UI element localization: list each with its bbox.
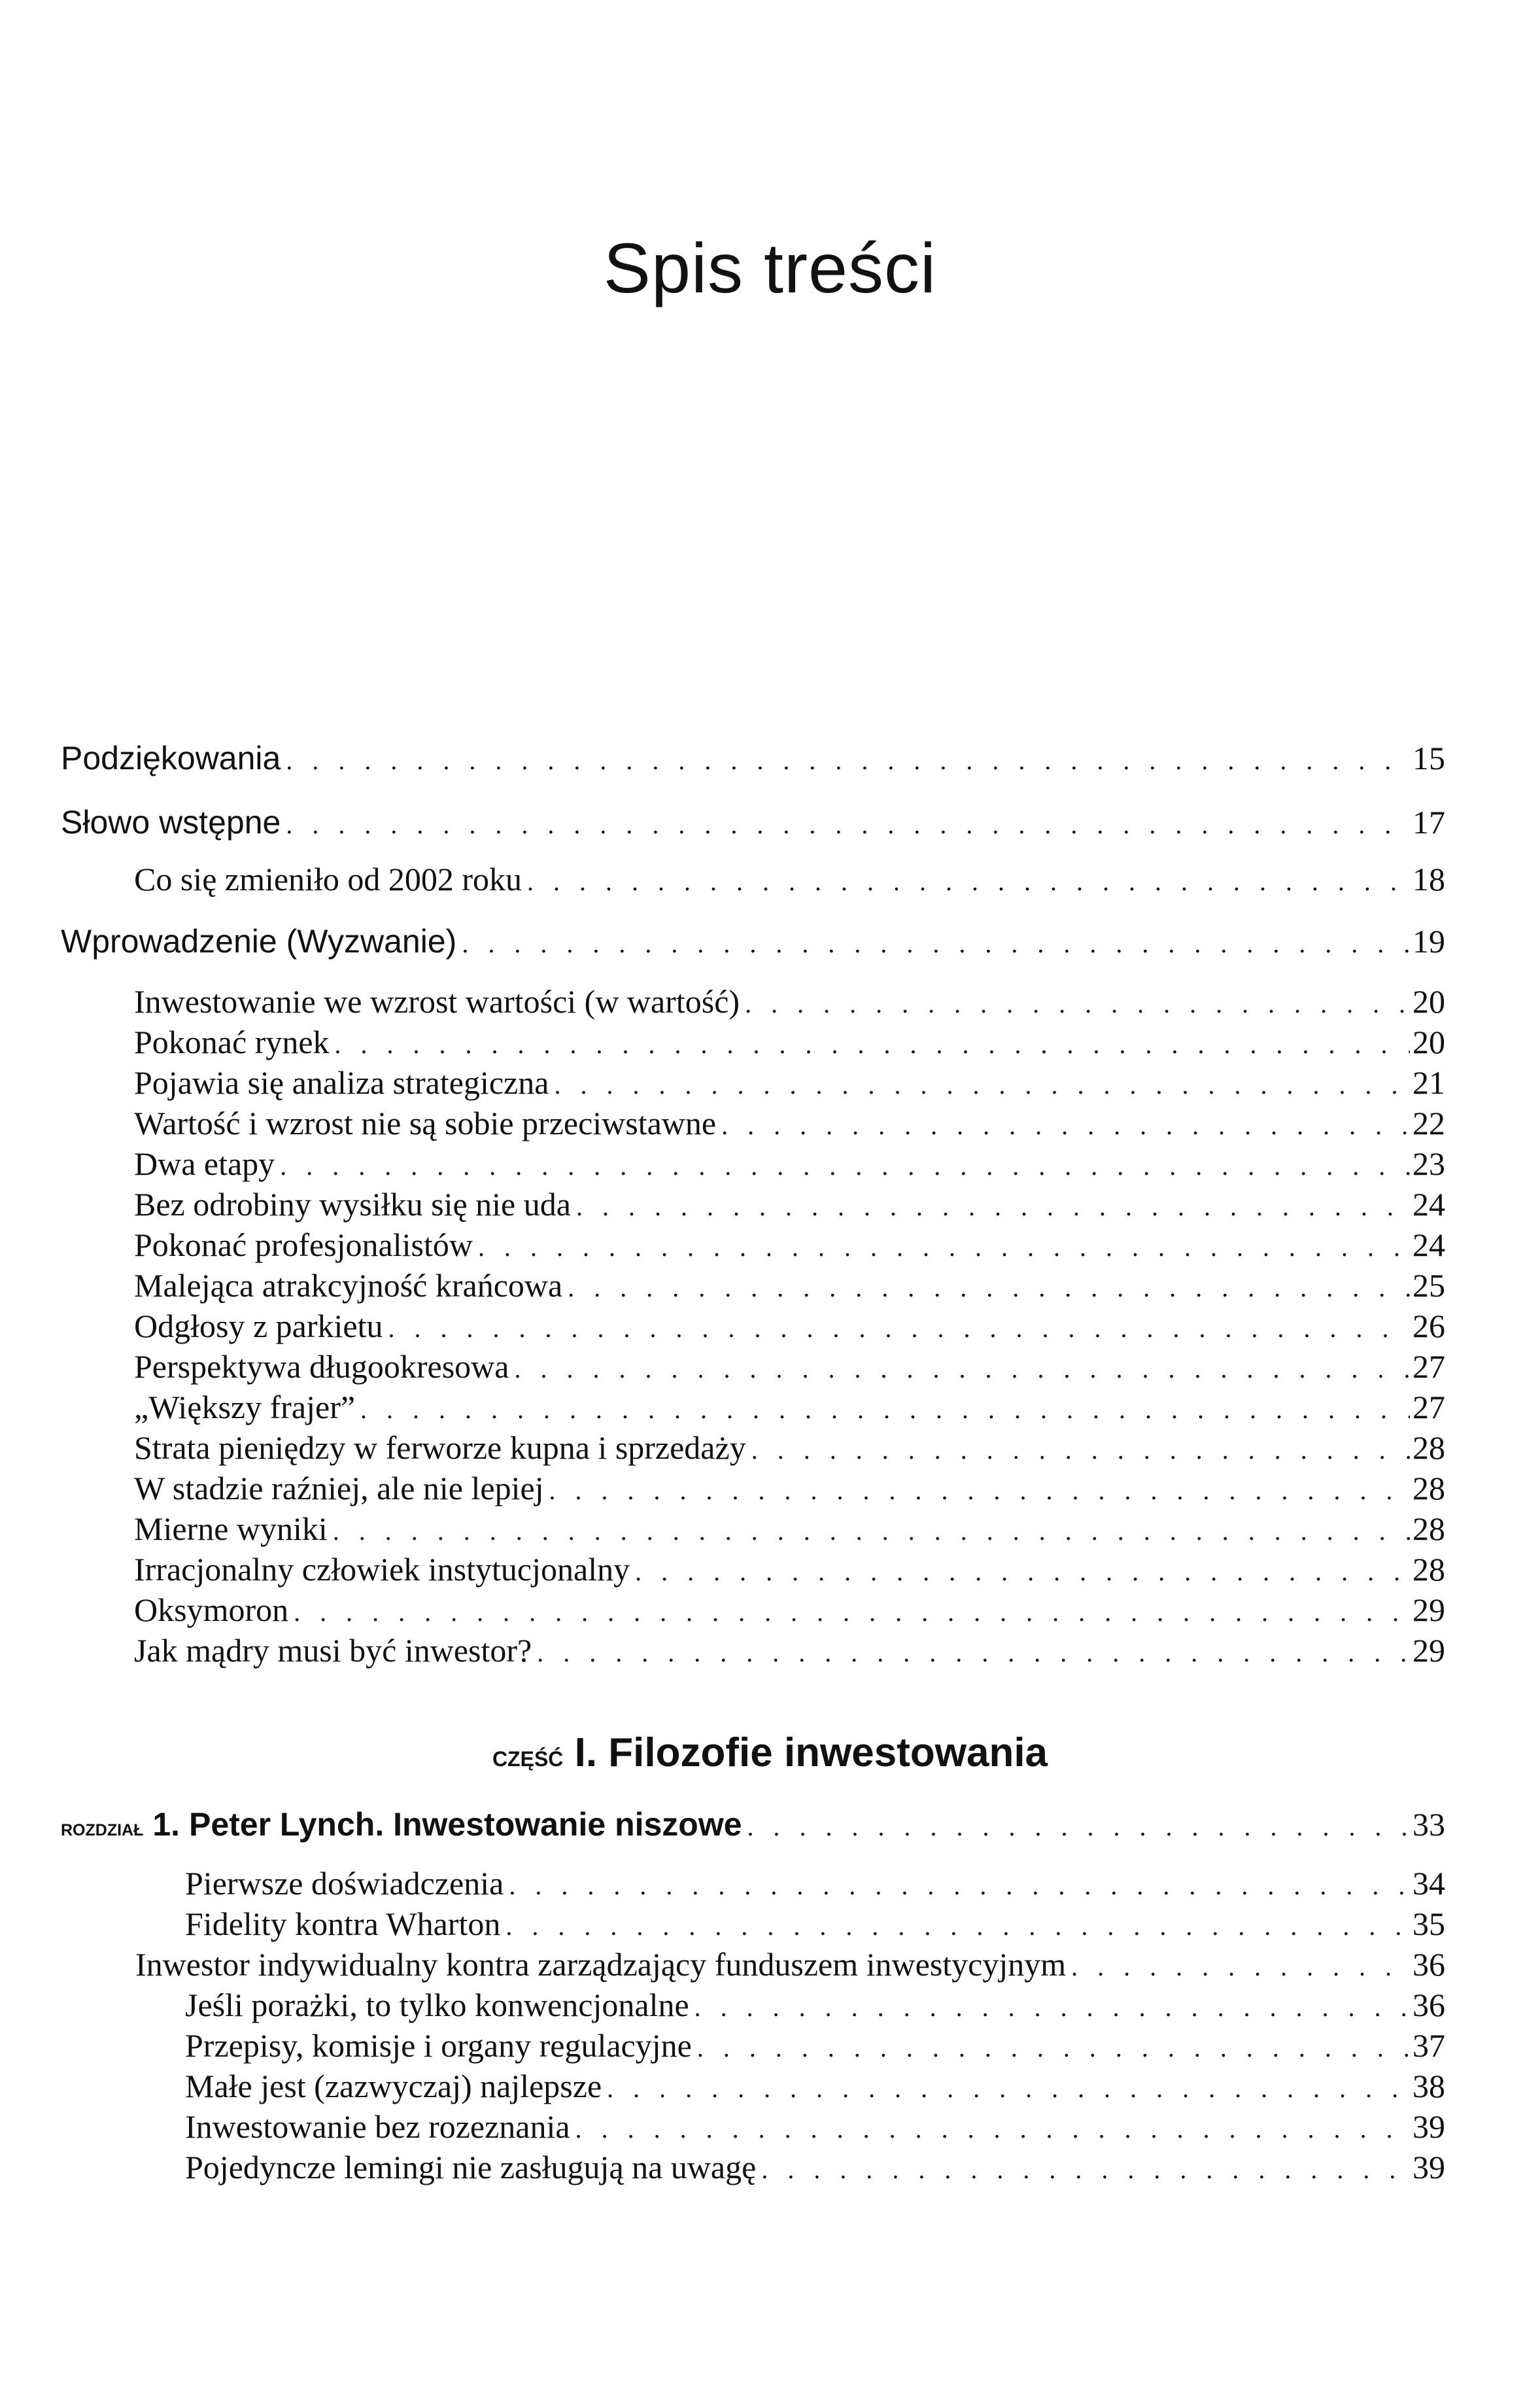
dot-leader	[697, 2032, 1410, 2063]
toc-entry-label: Perspektywa długookresowa	[134, 1348, 509, 1385]
toc-entry-acknowledgements[interactable]	[61, 739, 1445, 777]
dot-leader	[537, 1637, 1410, 1668]
dot-leader	[360, 1394, 1410, 1425]
dot-leader	[1071, 1951, 1410, 1982]
toc-page-number: 17	[1412, 804, 1445, 841]
toc-page-number: 29	[1412, 1592, 1445, 1628]
dot-leader	[721, 1110, 1410, 1141]
dot-leader	[575, 2113, 1410, 2144]
dot-leader	[576, 1191, 1410, 1222]
toc-page-number: 26	[1412, 1308, 1445, 1344]
dot-leader	[333, 1516, 1410, 1546]
toc-subentry[interactable]	[134, 860, 1445, 898]
dot-leader	[747, 1811, 1410, 1842]
toc-entry-label: Malejąca atrakcyjność krańcowa	[134, 1267, 563, 1304]
dot-leader	[505, 1911, 1410, 1941]
page-title: Spis treści	[603, 228, 937, 307]
toc-entry-label: Inwestor indywidualny kontra zarządzający funduszem inwestycyjnym	[135, 1946, 1067, 1983]
toc-page-number: 27	[1412, 1348, 1445, 1385]
toc-subentry[interactable]	[185, 1986, 1445, 2024]
dot-leader	[280, 1151, 1410, 1181]
toc-entry-label: Dwa etapy	[134, 1145, 275, 1182]
toc-entry-label: Jak mądry musi być inwestor?	[134, 1632, 532, 1669]
toc-page-number: 21	[1412, 1064, 1445, 1101]
part-title: I. Filozofie inwestowania	[574, 1730, 1048, 1775]
toc-subentry[interactable]	[134, 1469, 1445, 1507]
toc-entry-label: Pierwsze doświadczenia	[185, 1865, 504, 1902]
toc-page-number: 35	[1412, 1905, 1445, 1942]
toc-subentry[interactable]	[134, 1266, 1445, 1304]
toc-page-number: 18	[1412, 861, 1445, 897]
toc-page-number: 20	[1412, 983, 1445, 1020]
toc-subentry[interactable]	[185, 2067, 1445, 2105]
toc-entry-label: Pokonać profesjonalistów	[134, 1226, 473, 1263]
toc-subentry[interactable]	[185, 1864, 1445, 1902]
dot-leader	[568, 1272, 1410, 1303]
toc-subentry[interactable]	[185, 1905, 1445, 1943]
toc-subentry[interactable]	[134, 1104, 1445, 1142]
toc-entry-label: Strata pieniędzy w ferworze kupna i sprzedaży	[134, 1429, 746, 1466]
toc-entry-label: Pojedyncze lemingi nie zasługują na uwagę	[185, 2149, 757, 2185]
toc-page-number: 19	[1412, 923, 1445, 960]
toc-entry-label: Irracjonalny człowiek instytucjonalny	[134, 1551, 630, 1588]
toc-page-number: 33	[1412, 1806, 1445, 1843]
dot-leader	[751, 1435, 1410, 1465]
toc-subentry[interactable]	[185, 2108, 1445, 2146]
dot-leader	[515, 1353, 1411, 1384]
toc-page-number: 28	[1412, 1510, 1445, 1547]
toc-subentry[interactable]	[134, 1307, 1445, 1345]
dot-leader	[478, 1232, 1410, 1262]
dot-leader	[388, 1313, 1410, 1344]
toc-subentry[interactable]	[134, 1145, 1445, 1183]
toc-subentry[interactable]	[185, 2026, 1445, 2064]
toc-subentry[interactable]	[134, 1185, 1445, 1223]
toc-page-number: 37	[1412, 2027, 1445, 2064]
dot-leader	[694, 1992, 1410, 2023]
toc-subentry[interactable]	[134, 1631, 1445, 1669]
toc-subentry[interactable]	[134, 1429, 1445, 1467]
toc-page-number: 36	[1412, 1987, 1445, 2023]
toc-entry-label: Pokonać rynek	[134, 1024, 330, 1060]
toc-page-number: 28	[1412, 1429, 1445, 1466]
toc-subentry[interactable]	[134, 1388, 1445, 1426]
toc-entry-label: W stadzie raźniej, ale nie lepiej	[134, 1470, 544, 1506]
toc-entry-label: Co się zmieniło od 2002 roku	[134, 861, 522, 897]
toc-subentry[interactable]	[134, 1064, 1445, 1102]
toc-entry-label: Wprowadzenie (Wyzwanie)	[61, 923, 457, 960]
toc-page-number: 22	[1412, 1105, 1445, 1141]
toc-entry-label: Mierne wyniki	[134, 1510, 328, 1547]
dot-leader	[761, 2154, 1410, 2185]
toc-entry-label: Podziękowania	[61, 740, 281, 776]
toc-entry-label: Oksymoron	[134, 1592, 289, 1628]
dot-leader	[635, 1556, 1410, 1587]
toc-entry-label: Inwestowanie we wzrost wartości (w wartość)	[134, 983, 740, 1020]
part-keyword: część	[492, 1739, 564, 1773]
dot-leader	[286, 809, 1410, 840]
toc-page-number: 24	[1412, 1226, 1445, 1263]
dot-leader	[509, 1870, 1410, 1901]
toc-page-number: 27	[1412, 1389, 1445, 1425]
toc-subentry[interactable]	[134, 1550, 1445, 1588]
toc-page-number: 15	[1412, 740, 1445, 776]
toc-entry-label: Słowo wstępne	[61, 804, 281, 841]
toc-entry-label: Odgłosy z parkietu	[134, 1308, 383, 1344]
chapter-heading	[61, 1805, 742, 1843]
dot-leader	[549, 1475, 1410, 1506]
dot-leader	[554, 1070, 1410, 1100]
toc-entry-label: Jeśli porażki, to tylko konwencjonalne	[185, 1987, 689, 2023]
toc-subentry[interactable]	[134, 1023, 1445, 1061]
toc-page-number: 29	[1412, 1632, 1445, 1669]
toc-page-number: 36	[1412, 1946, 1445, 1983]
toc-subentry[interactable]	[134, 1226, 1445, 1264]
dot-leader	[335, 1029, 1410, 1060]
dot-leader	[286, 745, 1410, 776]
toc-entry-label: Inwestowanie bez rozeznania	[185, 2108, 570, 2145]
toc-subentry[interactable]	[134, 983, 1445, 1020]
toc-entry-label: Pojawia się analiza strategiczna	[134, 1064, 549, 1101]
toc-entry-label: Fidelity kontra Wharton	[185, 1905, 501, 1942]
toc-page-number: 28	[1412, 1551, 1445, 1588]
chapter-title: 1. Peter Lynch. Inwestowanie niszowe	[152, 1806, 742, 1843]
toc-page-number: 39	[1412, 2149, 1445, 2185]
toc-subentry[interactable]	[134, 1348, 1445, 1385]
toc-page-number: 38	[1412, 2068, 1445, 2104]
toc-entry-foreword[interactable]	[61, 803, 1445, 841]
dot-leader	[462, 928, 1410, 959]
toc-page-number: 20	[1412, 1024, 1445, 1060]
toc-page-number: 39	[1412, 2108, 1445, 2145]
toc-entry-label: Wartość i wzrost nie są sobie przeciwstawne	[134, 1105, 717, 1141]
dot-leader	[294, 1597, 1410, 1627]
toc-entry-label: Małe jest (zazwyczaj) najlepsze	[185, 2068, 602, 2104]
toc-subentry[interactable]	[134, 1591, 1445, 1629]
toc-page-number: 24	[1412, 1186, 1445, 1223]
toc-entry-label: Przepisy, komisje i organy regulacyjne	[185, 2027, 692, 2064]
toc-page-number: 25	[1412, 1267, 1445, 1304]
toc-page-number: 28	[1412, 1470, 1445, 1506]
toc-page-number: 34	[1412, 1865, 1445, 1902]
dot-leader	[607, 2073, 1410, 2104]
toc-entry-introduction[interactable]	[61, 922, 1445, 960]
toc-entry-label: „Większy frajer”	[134, 1389, 356, 1425]
toc-section-entry[interactable]	[135, 1945, 1445, 1983]
dot-leader	[527, 866, 1410, 897]
toc-subentry[interactable]	[185, 2148, 1445, 2186]
toc-subentry[interactable]	[134, 1510, 1445, 1548]
part-heading	[0, 1727, 1540, 1782]
dot-leader	[745, 988, 1410, 1019]
toc-page-number: 23	[1412, 1145, 1445, 1182]
toc-chapter-entry[interactable]	[61, 1805, 1445, 1843]
chapter-keyword: rozdział	[61, 1814, 144, 1841]
toc-entry-label: Bez odrobiny wysiłku się nie uda	[134, 1186, 571, 1223]
